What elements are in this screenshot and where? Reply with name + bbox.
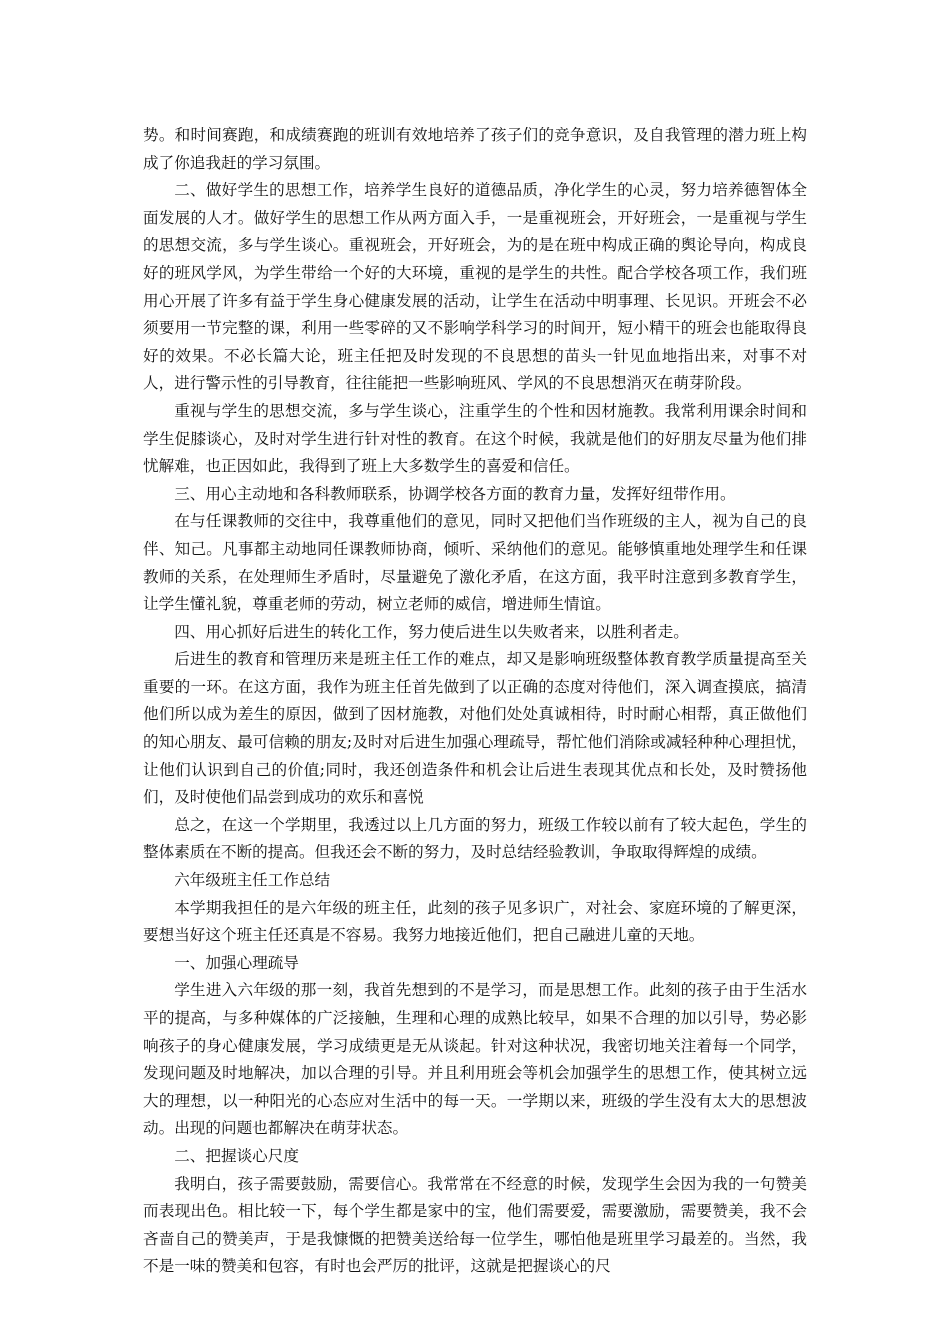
paragraph-grade-six-intro: 本学期我担任的是六年级的班主任，此刻的孩子见多识广，对社会、家庭环境的了解更深，要想当好这个班主任还真是不容易。我努力地接近他们，把自己融进儿童的天地。 [143,898,807,945]
paragraph-conversation-measure: 我明白，孩子需要鼓励，需要信心。我常常在不经意的时候，发现学生会因为我的一句赞美而表现出色。相比较一下，每个学生都是家中的宝，他们需要爱，需要激励，需要赞美，我不会吝啬自己的赞美声，于是我慷慨的把赞美送给每一位学生，哪怕他是班里学习最差的。当然，我不是一味的赞美和包容，有时也会严厉的批评，这就是把握谈心的尺 [143,1174,807,1276]
paragraph-section-two-heading: 二、做好学生的思想工作，培养学生良好的道德品质，净化学生的心灵，努力培养德智体全面发展的人才。做好学生的思想工作从两方面入手，一是重视班会，开好班会，一是重视与学生的思想交流，多与学生谈心。重视班会，开好班会，为的是在班中构成正确的舆论导向，构成良好的班风学风，为学生带给一个好的大环境，重视的是学生的共性。配合学校各项工作，我们班用心开展了许多有益于学生身心健康发展的活动，让学生在活动中明事理、长见识。开班会不必须要用一节完整的课，利用一些零碎的又不影响学科学习的时间开，短小精干的班会也能取得良好的效果。不必长篇大论，班主任把及时发现的不良思想的苗头一针见血地指出来，对事不对人，进行警示性的引导教育，往往能把一些影响班风、学风的不良思想消灭在萌芽阶段。 [143,181,807,393]
paragraph-conclusion: 总之，在这一个学期里，我透过以上几方面的努力，班级工作较以前有了较大起色，学生的整体素质在不断的提高。但我还会不断的努力，及时总结经验教训，争取取得辉煌的成绩。 [143,815,807,862]
heading-psychological-guidance: 一、加强心理疏导 [174,953,299,972]
paragraph-continuation: 势。和时间赛跑，和成绩赛跑的班训有效地培养了孩子们的竞争意识，及自我管理的潜力班上构成了你追我赶的学习氛围。 [143,126,807,172]
paragraph-teacher-cooperation: 在与任课教师的交往中，我尊重他们的意见，同时又把他们当作班级的主人，视为自己的良伴、知己。凡事都主动地同任课教师协商，倾听、采纳他们的意见。能够慎重地处理学生和任课教师的关系，在处理师生矛盾时，尽量避免了激化矛盾，在这方面，我平时注意到多教育学生，让学生懂礼貌，尊重老师的劳动，树立老师的威信，增进师生情谊。 [143,512,807,614]
paragraph-struggling-students: 后进生的教育和管理历来是班主任工作的难点，却又是影响班级整体教育教学质量提高至关重要的一环。在这方面，我作为班主任首先做到了以正确的态度对待他们，深入调查摸底，搞清他们所以成为差生的原因，做到了因材施教，对他们处处真诚相待，时时耐心相帮，真正做他们的知心朋友、最可信赖的朋友;及时对后进生加强心理疏导，帮忙他们消除或减轻种种心理担忧，让他们认识到自己的价值;同时，我还创造条件和机会让后进生表现其优点和长处，及时赞扬他们，及时使他们品尝到成功的欢乐和喜悦 [143,650,807,807]
paragraph-psychological-guidance: 学生进入六年级的那一刻，我首先想到的不是学习，而是思想工作。此刻的孩子由于生活水平的提高，与多种媒体的广泛接触，生理和心理的成熟比较早，如果不合理的加以引导，势必影响孩子的身心健康发展，学习成绩更是无从谈起。针对这种状况，我密切地关注着每一个同学，发现问题及时地解决，加以合理的引导。并且利用班会等机会加强学生的思想工作，使其树立远大的理想，以一种阳光的心态应对生活中的每一天。一学期以来，班级的学生没有太大的思想波动。出现的问题也都解决在萌芽状态。 [143,981,807,1138]
paragraph-section-three-heading: 三、用心主动地和各科教师联系，协调学校各方面的教育力量，发挥好纽带作用。 [174,484,736,503]
section-title-grade-six-summary: 六年级班主任工作总结 [174,871,331,890]
heading-conversation-measure: 二、把握谈心尺度 [174,1146,299,1165]
paragraph-student-communication: 重视与学生的思想交流，多与学生谈心，注重学生的个性和因材施教。我常利用课余时间和学生促膝谈心，及时对学生进行针对性的教育。在这个时候，我就是他们的好朋友尽量为他们排忧解难，也正因如此，我得到了班上大多数学生的喜爱和信任。 [143,401,807,476]
paragraph-section-four-heading: 四、用心抓好后进生的转化工作，努力使后进生以失败者来，以胜利者走。 [174,622,689,641]
document-body [143,122,807,1281]
